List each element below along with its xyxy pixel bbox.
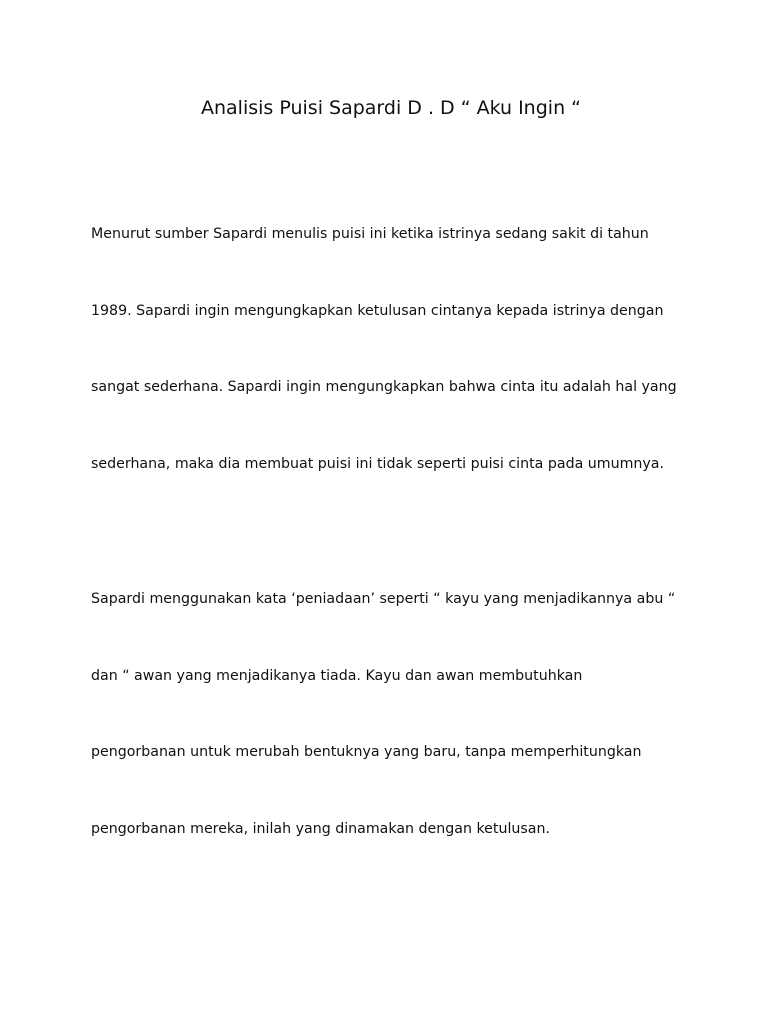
paragraph-1 [91, 171, 681, 528]
paragraph-2 [91, 536, 681, 893]
paragraph-line: sederhana, maka dia membuat puisi ini tidak seperti puisi cinta pada umumnya. [91, 455, 665, 472]
paragraph-line: 1989. Sapardi ingin mengungkapkan ketulusan cintanya kepada istrinya dengan [91, 302, 664, 319]
paragraph-line: dan “ awan yang menjadikanya tiada. Kayu dan awan membutuhkan [91, 667, 583, 684]
document-title: Analisis Puisi Sapardi D . D “ Aku Ingin “ [201, 97, 581, 119]
paragraph-line: Sapardi menggunakan kata ‘peniadaan’ seperti “ kayu yang menjadikannya abu “ [91, 591, 676, 607]
paragraph-line: pengorbanan untuk merubah bentuknya yang baru, tanpa memperhitungkan [91, 744, 642, 760]
paragraph-line: Menurut sumber Sapardi menulis puisi ini ketika istrinya sedang sakit di tahun [91, 226, 649, 242]
paragraph-line: sangat sederhana. Sapardi ingin mengungkapkan bahwa cinta itu adalah hal yang [91, 379, 677, 395]
paragraph-line: pengorbanan mereka, inilah yang dinamakan dengan ketulusan. [91, 820, 550, 837]
document-body [91, 171, 681, 893]
